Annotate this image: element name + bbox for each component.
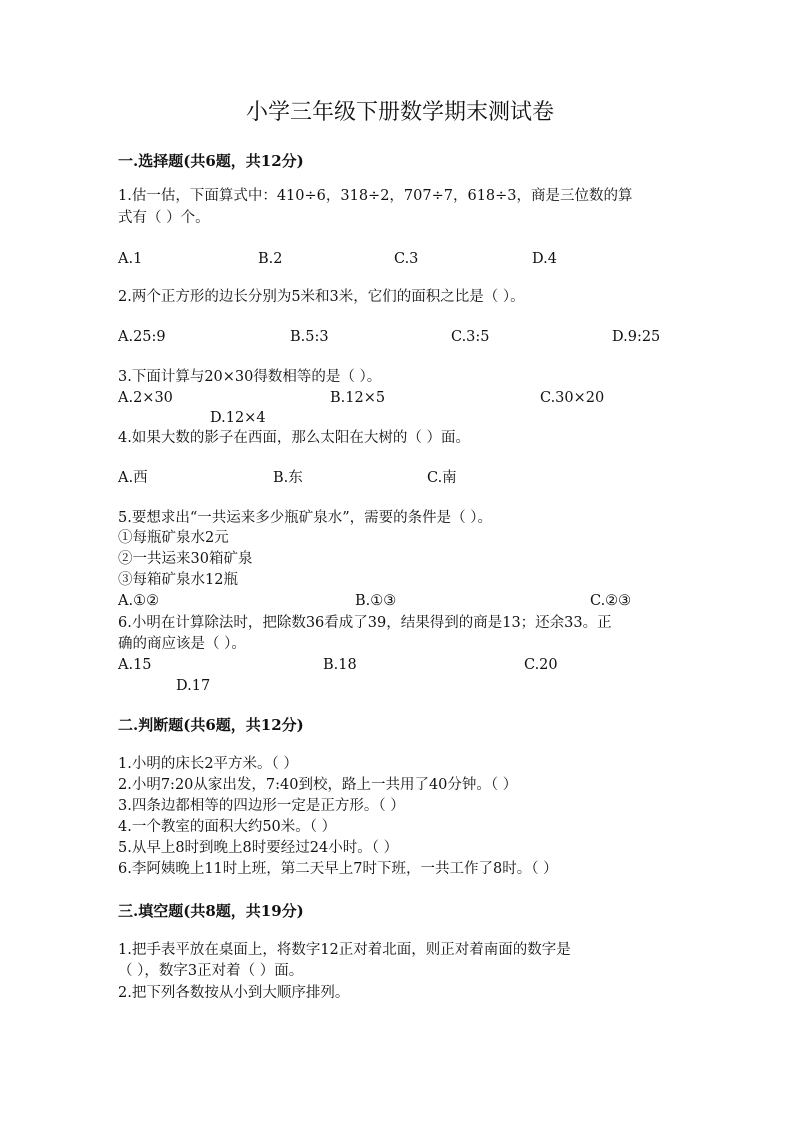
judge-item-5: 5.从早上8时到晚上8时要经过24小时。（ ） [118, 840, 399, 856]
choice-q2-text: 2.两个正方形的边长分别为5米和3米，它们的面积之比是（ ）。 [118, 289, 525, 305]
fill-q1-line2: （ ），数字3正对着（ ）面。 [118, 963, 304, 979]
choice-q1-line1: 1.估一估，下面算式中：410÷6，318÷2，707÷7，618÷3，商是三位数的算 [118, 188, 633, 204]
fill-q1-line1: 1.把手表平放在桌面上，将数字12正对着北面，则正对着南面的数字是 [118, 942, 571, 958]
choice-q2-option-a: A.25:9 [118, 329, 166, 345]
choice-q5-option-a: A.①② [118, 593, 160, 609]
choice-q5-condition-3: ③每箱矿泉水12瓶 [118, 572, 238, 588]
choice-q5-option-c: C.②③ [590, 593, 632, 609]
choice-q2-option-b: B.5:3 [290, 329, 329, 345]
choice-q3-option-d: D.12×4 [210, 410, 266, 426]
choice-q5-option-b: B.①③ [355, 593, 397, 609]
choice-q2-option-c: C.3:5 [451, 329, 490, 345]
section-fill-header: 三.填空题(共8题，共19分) [118, 902, 304, 920]
judge-item-1: 1.小明的床长2平方米。（ ） [118, 756, 298, 772]
choice-q6-option-d: D.17 [176, 678, 211, 694]
judge-item-6: 6.李阿姨晚上11时上班，第二天早上7时下班，一共工作了8时。（ ） [118, 861, 558, 877]
choice-q4-text: 4.如果大数的影子在西面，那么太阳在大树的（ ）面。 [118, 430, 470, 446]
choice-q4-option-a: A.西 [118, 470, 148, 486]
section-choice-header: 一.选择题(共6题，共12分) [118, 152, 304, 170]
judge-item-4: 4.一个教室的面积大约50米。（ ） [118, 819, 337, 835]
choice-q1-line2: 式有（ ）个。 [118, 210, 210, 226]
choice-q4-option-b: B.东 [273, 470, 303, 486]
judge-item-2: 2.小明7:20从家出发，7:40到校，路上一共用了40分钟。（ ） [118, 777, 518, 793]
choice-q3-text: 3.下面计算与20×30得数相等的是（ ）。 [118, 369, 382, 385]
section-judge-header: 二.判断题(共6题，共12分) [118, 716, 304, 734]
choice-q5-condition-2: ②一共运来30箱矿泉 [118, 551, 253, 567]
choice-q6-line1: 6.小明在计算除法时，把除数36看成了39，结果得到的商是13；还余33。正 [118, 615, 612, 631]
fill-q2-text: 2.把下列各数按从小到大顺序排列。 [118, 985, 350, 1001]
choice-q6-option-a: A.15 [118, 657, 152, 673]
choice-q4-option-c: C.南 [427, 470, 457, 486]
choice-q5-condition-1: ①每瓶矿泉水2元 [118, 530, 229, 546]
choice-q6-option-b: B.18 [323, 657, 357, 673]
choice-q1-option-a: A.1 [118, 251, 143, 267]
choice-q6-option-c: C.20 [524, 657, 558, 673]
choice-q3-option-a: A.2×30 [118, 390, 173, 406]
choice-q3-option-c: C.30×20 [540, 390, 605, 406]
choice-q1-option-d: D.4 [532, 251, 557, 267]
judge-item-3: 3.四条边都相等的四边形一定是正方形。（ ） [118, 798, 405, 814]
choice-q5-text: 5.要想求出“一共运来多少瓶矿泉水”，需要的条件是（ ）。 [118, 510, 493, 526]
choice-q1-option-b: B.2 [258, 251, 283, 267]
choice-q6-line2: 确的商应该是（ ）。 [118, 636, 246, 652]
choice-q3-option-b: B.12×5 [330, 390, 386, 406]
page-title: 小学三年级下册数学期末测试卷 [245, 100, 554, 125]
choice-q2-option-d: D.9:25 [612, 329, 661, 345]
choice-q1-option-c: C.3 [394, 251, 419, 267]
